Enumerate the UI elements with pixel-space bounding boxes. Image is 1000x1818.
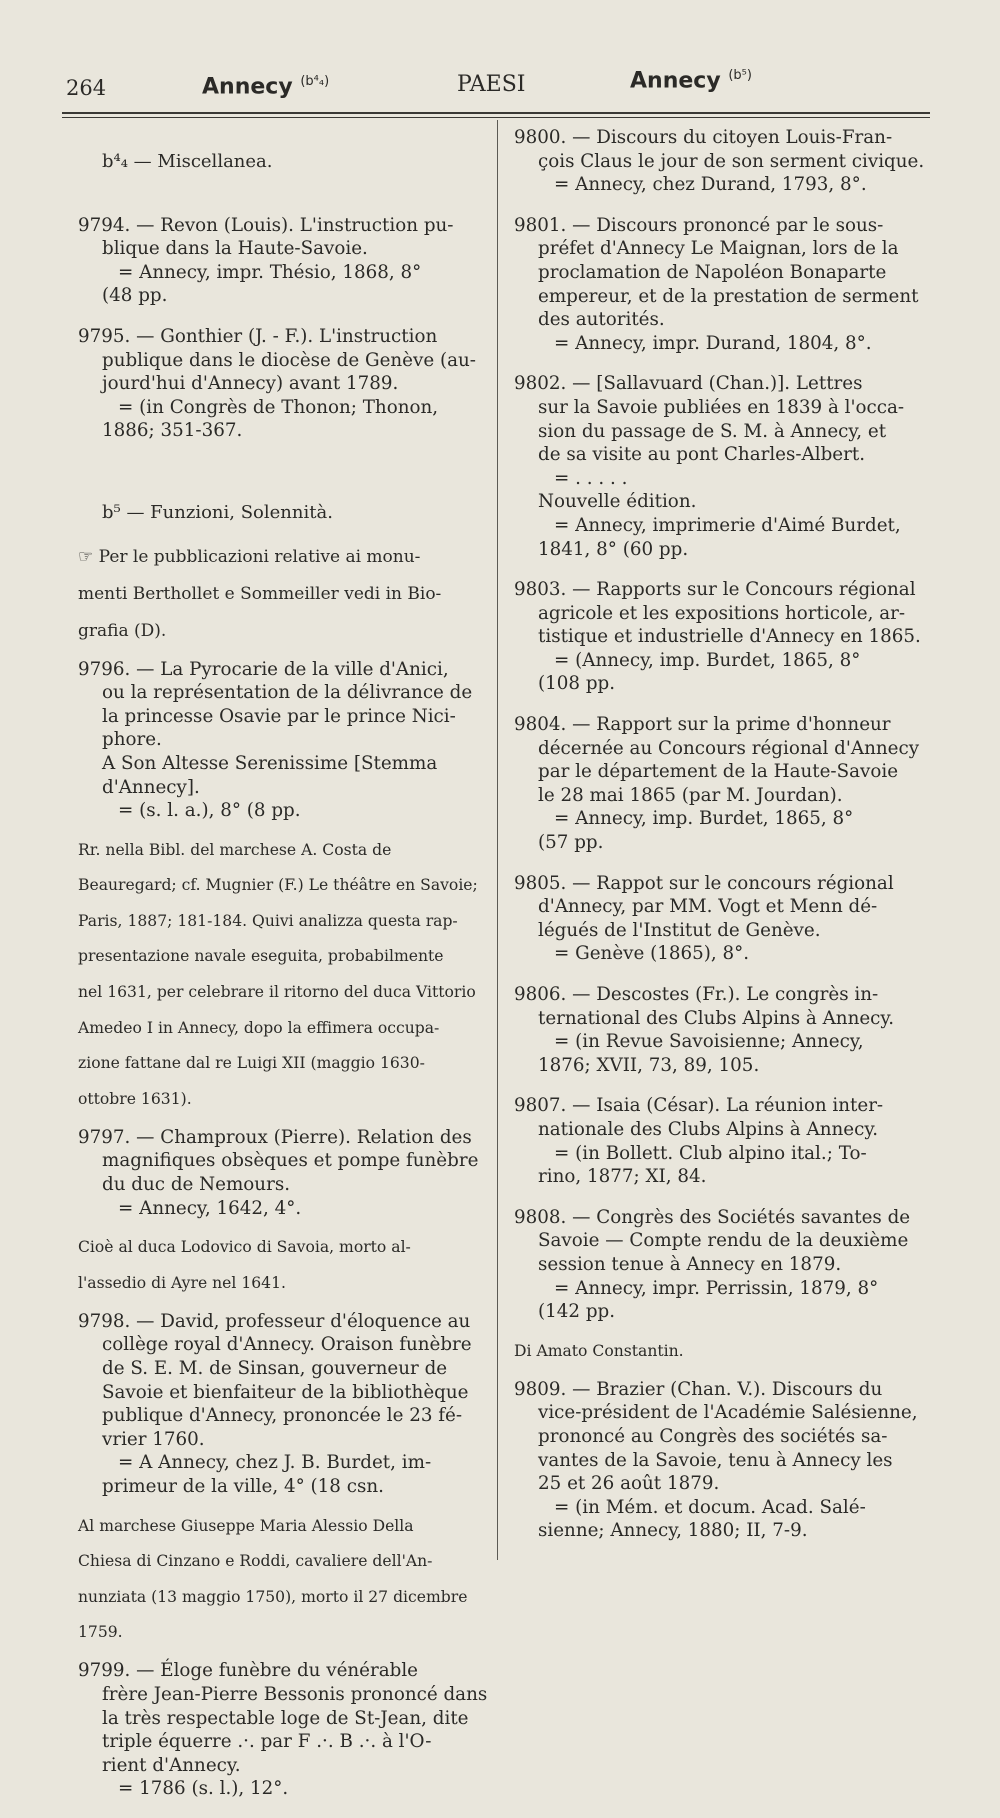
text-line: triple équerre .·. par F .·. B .·. à l'O-: [102, 1731, 432, 1753]
text-line: zione fattane dal re Luigi XII (maggio 1630-: [78, 1054, 425, 1073]
text-line: 9799. — Éloge funèbre du vénérable: [78, 1660, 419, 1682]
text-line: Cioè al duca Lodovico di Savoia, morto al-: [78, 1238, 411, 1257]
text-line: grafia (D).: [78, 620, 167, 641]
text-line: = (Annecy, imp. Burdet, 1865, 8°: [554, 649, 861, 671]
entry-9799: [78, 1659, 494, 1801]
text-line: jourd'hui d'Annecy) avant 1789.: [102, 373, 399, 395]
text-line: 9801. — Discours prononcé par le sous-: [514, 214, 884, 236]
text-line: = (in Revue Savoisienne; Annecy,: [554, 1031, 864, 1053]
text-line: ☞ Per le pubblicazioni relative ai monu-: [78, 546, 421, 567]
text-line: rient d'Annecy.: [102, 1754, 241, 1776]
text-line: A Son Altesse Serenissime [Stemma: [102, 752, 438, 774]
text-line: = Annecy, impr. Perrissin, 1879, 8°: [554, 1277, 879, 1299]
text-line: ternational des Clubs Alpins à Annecy.: [538, 1007, 895, 1029]
text-line: frère Jean-Pierre Bessonis prononcé dans: [102, 1683, 488, 1705]
text-line: publique dans le diocèse de Genève (au-: [102, 349, 476, 371]
text-line: 9803. — Rapports sur le Concours régional: [514, 579, 916, 601]
text-line: blique dans la Haute-Savoie.: [102, 238, 368, 260]
text-line: Nouvelle édition.: [538, 491, 697, 513]
text-line: primeur de la ville, 4° (18 csn.: [102, 1475, 384, 1497]
text-line: Al marchese Giuseppe Maria Alessio Della: [78, 1516, 414, 1535]
header-right-sup: (b⁵): [728, 68, 752, 83]
text-line: = (s. l. a.), 8° (8 pp.: [118, 800, 301, 822]
text-line: Beauregard; cf. Mugnier (F.) Le théâtre en Savoie;: [78, 876, 478, 895]
text-line: Paris, 1887; 181-184. Quivi analizza questa rap-: [78, 911, 458, 930]
text-line: = Annecy, impr. Thésio, 1868, 8°: [118, 261, 422, 283]
text-line: 9802. — [Sallavuard (Chan.)]. Lettres: [514, 373, 863, 395]
text-line: 9807. — Isaia (César). La réunion inter-: [514, 1095, 884, 1117]
text-line: 9795. — Gonthier (J. - F.). L'instruction: [78, 325, 438, 347]
text-line: sur la Savoie publiées en 1839 à l'occa-: [538, 396, 905, 418]
text-line: nunziata (13 maggio 1750), morto il 27 dicembre: [78, 1587, 468, 1606]
text-line: 25 et 26 août 1879.: [538, 1473, 720, 1495]
text-line: de S. E. M. de Sinsan, gouverneur de: [102, 1358, 448, 1379]
text-line: ou la représentation de la délivrance de: [102, 682, 473, 704]
section-heading-miscellanea: b⁴₄ — Miscellanea.: [102, 151, 273, 172]
text-line: du duc de Nemours.: [102, 1174, 291, 1196]
text-line: = (in Mém. et docum. Acad. Salé-: [554, 1496, 866, 1518]
entry-9800: [514, 126, 934, 197]
text-line: (108 pp.: [538, 673, 616, 695]
text-line: 9804. — Rapport sur la prime d'honneur: [514, 714, 891, 736]
entry-9809: [514, 1378, 934, 1543]
text-line: magnifiques obsèques et pompe funèbre: [102, 1150, 479, 1172]
text-line: nel 1631, per celebrare il ritorno del duca Vittorio: [78, 983, 476, 1002]
text-line: vantes de la Savoie, tenu à Annecy les: [538, 1449, 893, 1471]
text-line: proclamation de Napoléon Bonaparte: [538, 261, 887, 283]
entry-9804: [514, 713, 934, 855]
text-line: = . . . . .: [554, 467, 628, 489]
text-line: session tenue à Annecy en 1879.: [538, 1253, 842, 1275]
right-column: [514, 126, 934, 1560]
text-line: = 1786 (s. l.), 12°.: [118, 1778, 289, 1800]
text-line: Rr. nella Bibl. del marchese A. Costa de: [78, 840, 392, 859]
header-rule-thin: [62, 117, 930, 118]
text-line: vrier 1760.: [102, 1428, 205, 1450]
text-line: décernée au Concours régional d'Annecy: [538, 737, 920, 759]
page-number: 264: [66, 76, 107, 100]
note-9798: [78, 1516, 494, 1643]
text-line: presentazione navale eseguita, probabilmente: [78, 947, 444, 966]
left-column: [78, 126, 494, 1818]
text-line: = Annecy, imp. Burdet, 1865, 8°: [554, 808, 854, 830]
entry-9801: [514, 214, 934, 356]
text-line: Chiesa di Cinzano e Roddi, cavaliere dell'An-: [78, 1552, 433, 1571]
text-line: 9800. — Discours du citoyen Louis-Fran-: [514, 127, 893, 148]
text-line: vice-président de l'Académie Salésienne,: [538, 1402, 918, 1424]
pointer-note: [78, 547, 494, 641]
text-line: empereur, et de la prestation de serment: [538, 285, 919, 307]
text-line: ottobre 1631).: [78, 1089, 192, 1108]
text-line: = Genève (1865), 8°.: [554, 943, 750, 965]
note-9808: Di Amato Constantin.: [514, 1341, 684, 1360]
text-line: 1876; XVII, 73, 89, 105.: [538, 1054, 760, 1076]
note-9797: [78, 1237, 494, 1293]
text-line: Savoie et bienfaiteur de la bibliothèque: [102, 1381, 469, 1403]
header-left-sup: (b⁴₄): [300, 74, 330, 89]
text-line: 9797. — Champroux (Pierre). Relation des: [78, 1126, 472, 1148]
text-line: çois Claus le jour de son serment civique.: [538, 150, 925, 172]
text-line: (57 pp.: [538, 832, 604, 854]
entry-9797: [78, 1126, 494, 1220]
text-line: agricole et les expositions horticole, ar-: [538, 602, 906, 624]
text-line: de sa visite au pont Charles-Albert.: [538, 444, 866, 466]
header-right-title: Annecy $^{(b^5)}$: [630, 68, 752, 94]
entry-9807: [514, 1094, 934, 1188]
text-line: 9798. — David, professeur d'éloquence au: [78, 1310, 471, 1332]
text-line: préfet d'Annecy Le Maignan, lors de la: [538, 238, 899, 260]
header-left-title: Annecy $^{(b^4_4)}$: [202, 74, 330, 100]
text-line: la princesse Osavie par le prince Nici-: [102, 705, 456, 727]
entry-9802: [514, 372, 934, 561]
text-line: prononcé au Congrès des sociétés sa-: [538, 1425, 888, 1447]
text-line: 1886; 351-367.: [102, 420, 243, 442]
text-line: = Annecy, impr. Durand, 1804, 8°.: [554, 332, 872, 354]
entry-9808: [514, 1206, 934, 1324]
note-9796: [78, 840, 494, 1109]
text-line: d'Annecy, par MM. Vogt et Menn dé-: [538, 896, 878, 918]
text-line: menti Berthollet e Sommeiller vedi in Bio-: [78, 583, 442, 604]
entry-9806: [514, 983, 934, 1077]
entry-9798: [78, 1310, 494, 1499]
text-line: 1759.: [78, 1623, 123, 1642]
text-line: 9808. — Congrès des Sociétés savantes de: [514, 1206, 911, 1228]
entry-9795: [78, 325, 494, 443]
text-line: = (in Congrès de Thonon; Thonon,: [118, 396, 439, 418]
text-line: d'Annecy].: [102, 776, 200, 798]
text-line: Savoie — Compte rendu de la deuxième: [538, 1230, 909, 1252]
text-line: légués de l'Institut de Genève.: [538, 919, 821, 941]
text-line: par le département de la Haute-Savoie: [538, 761, 899, 783]
entry-9794: [78, 214, 494, 308]
text-line: le 28 mai 1865 (par M. Jourdan).: [538, 784, 843, 806]
text-line: 1841, 8° (60 pp.: [538, 538, 689, 560]
text-line: = A Annecy, chez J. B. Burdet, im-: [118, 1452, 432, 1474]
text-line: la très respectable loge de St-Jean, dite: [102, 1707, 469, 1729]
text-line: 9794. — Revon (Louis). L'instruction pu-: [78, 214, 454, 236]
text-line: 9796. — La Pyrocarie de la ville d'Anici,: [78, 658, 449, 680]
text-line: sienne; Annecy, 1880; II, 7-9.: [538, 1520, 808, 1542]
text-line: collège royal d'Annecy. Oraison funèbre: [102, 1334, 472, 1356]
text-line: sion du passage de S. M. à Annecy, et: [538, 420, 887, 442]
header-rule: [62, 112, 930, 114]
text-line: = Annecy, imprimerie d'Aimé Burdet,: [554, 514, 901, 536]
text-line: = Annecy, 1642, 4°.: [118, 1197, 302, 1219]
section-heading-funzioni: b⁵ — Funzioni, Solennità.: [102, 501, 333, 523]
entry-9803: [514, 578, 934, 696]
text-line: = Annecy, chez Durand, 1793, 8°.: [554, 174, 867, 196]
text-line: publique d'Annecy, prononcée le 23 fé-: [102, 1405, 463, 1427]
text-line: phore.: [102, 729, 162, 751]
text-line: 9806. — Descostes (Fr.). Le congrès in-: [514, 984, 879, 1005]
entry-9805: [514, 872, 934, 966]
text-line: 9805. — Rappot sur le concours régional: [514, 872, 894, 894]
text-line: 9809. — Brazier (Chan. V.). Discours du: [514, 1378, 883, 1400]
text-line: nationale des Clubs Alpins à Annecy.: [538, 1118, 879, 1140]
entry-9796: [78, 658, 494, 823]
text-line: (142 pp.: [538, 1301, 616, 1323]
text-line: l'assedio di Ayre nel 1641.: [78, 1273, 286, 1292]
text-line: (48 pp.: [102, 285, 168, 307]
text-line: tistique et industrielle d'Annecy en 1865.: [538, 626, 921, 648]
text-line: des autorités.: [538, 309, 665, 331]
column-divider: [497, 120, 498, 1560]
text-line: = (in Bollett. Club alpino ital.; To-: [554, 1142, 867, 1164]
text-line: Amedeo I in Annecy, dopo la effimera occupa-: [78, 1018, 440, 1037]
running-header: [62, 66, 930, 106]
header-center-title: PAESI: [457, 72, 526, 97]
text-line: rino, 1877; XI, 84.: [538, 1166, 707, 1188]
